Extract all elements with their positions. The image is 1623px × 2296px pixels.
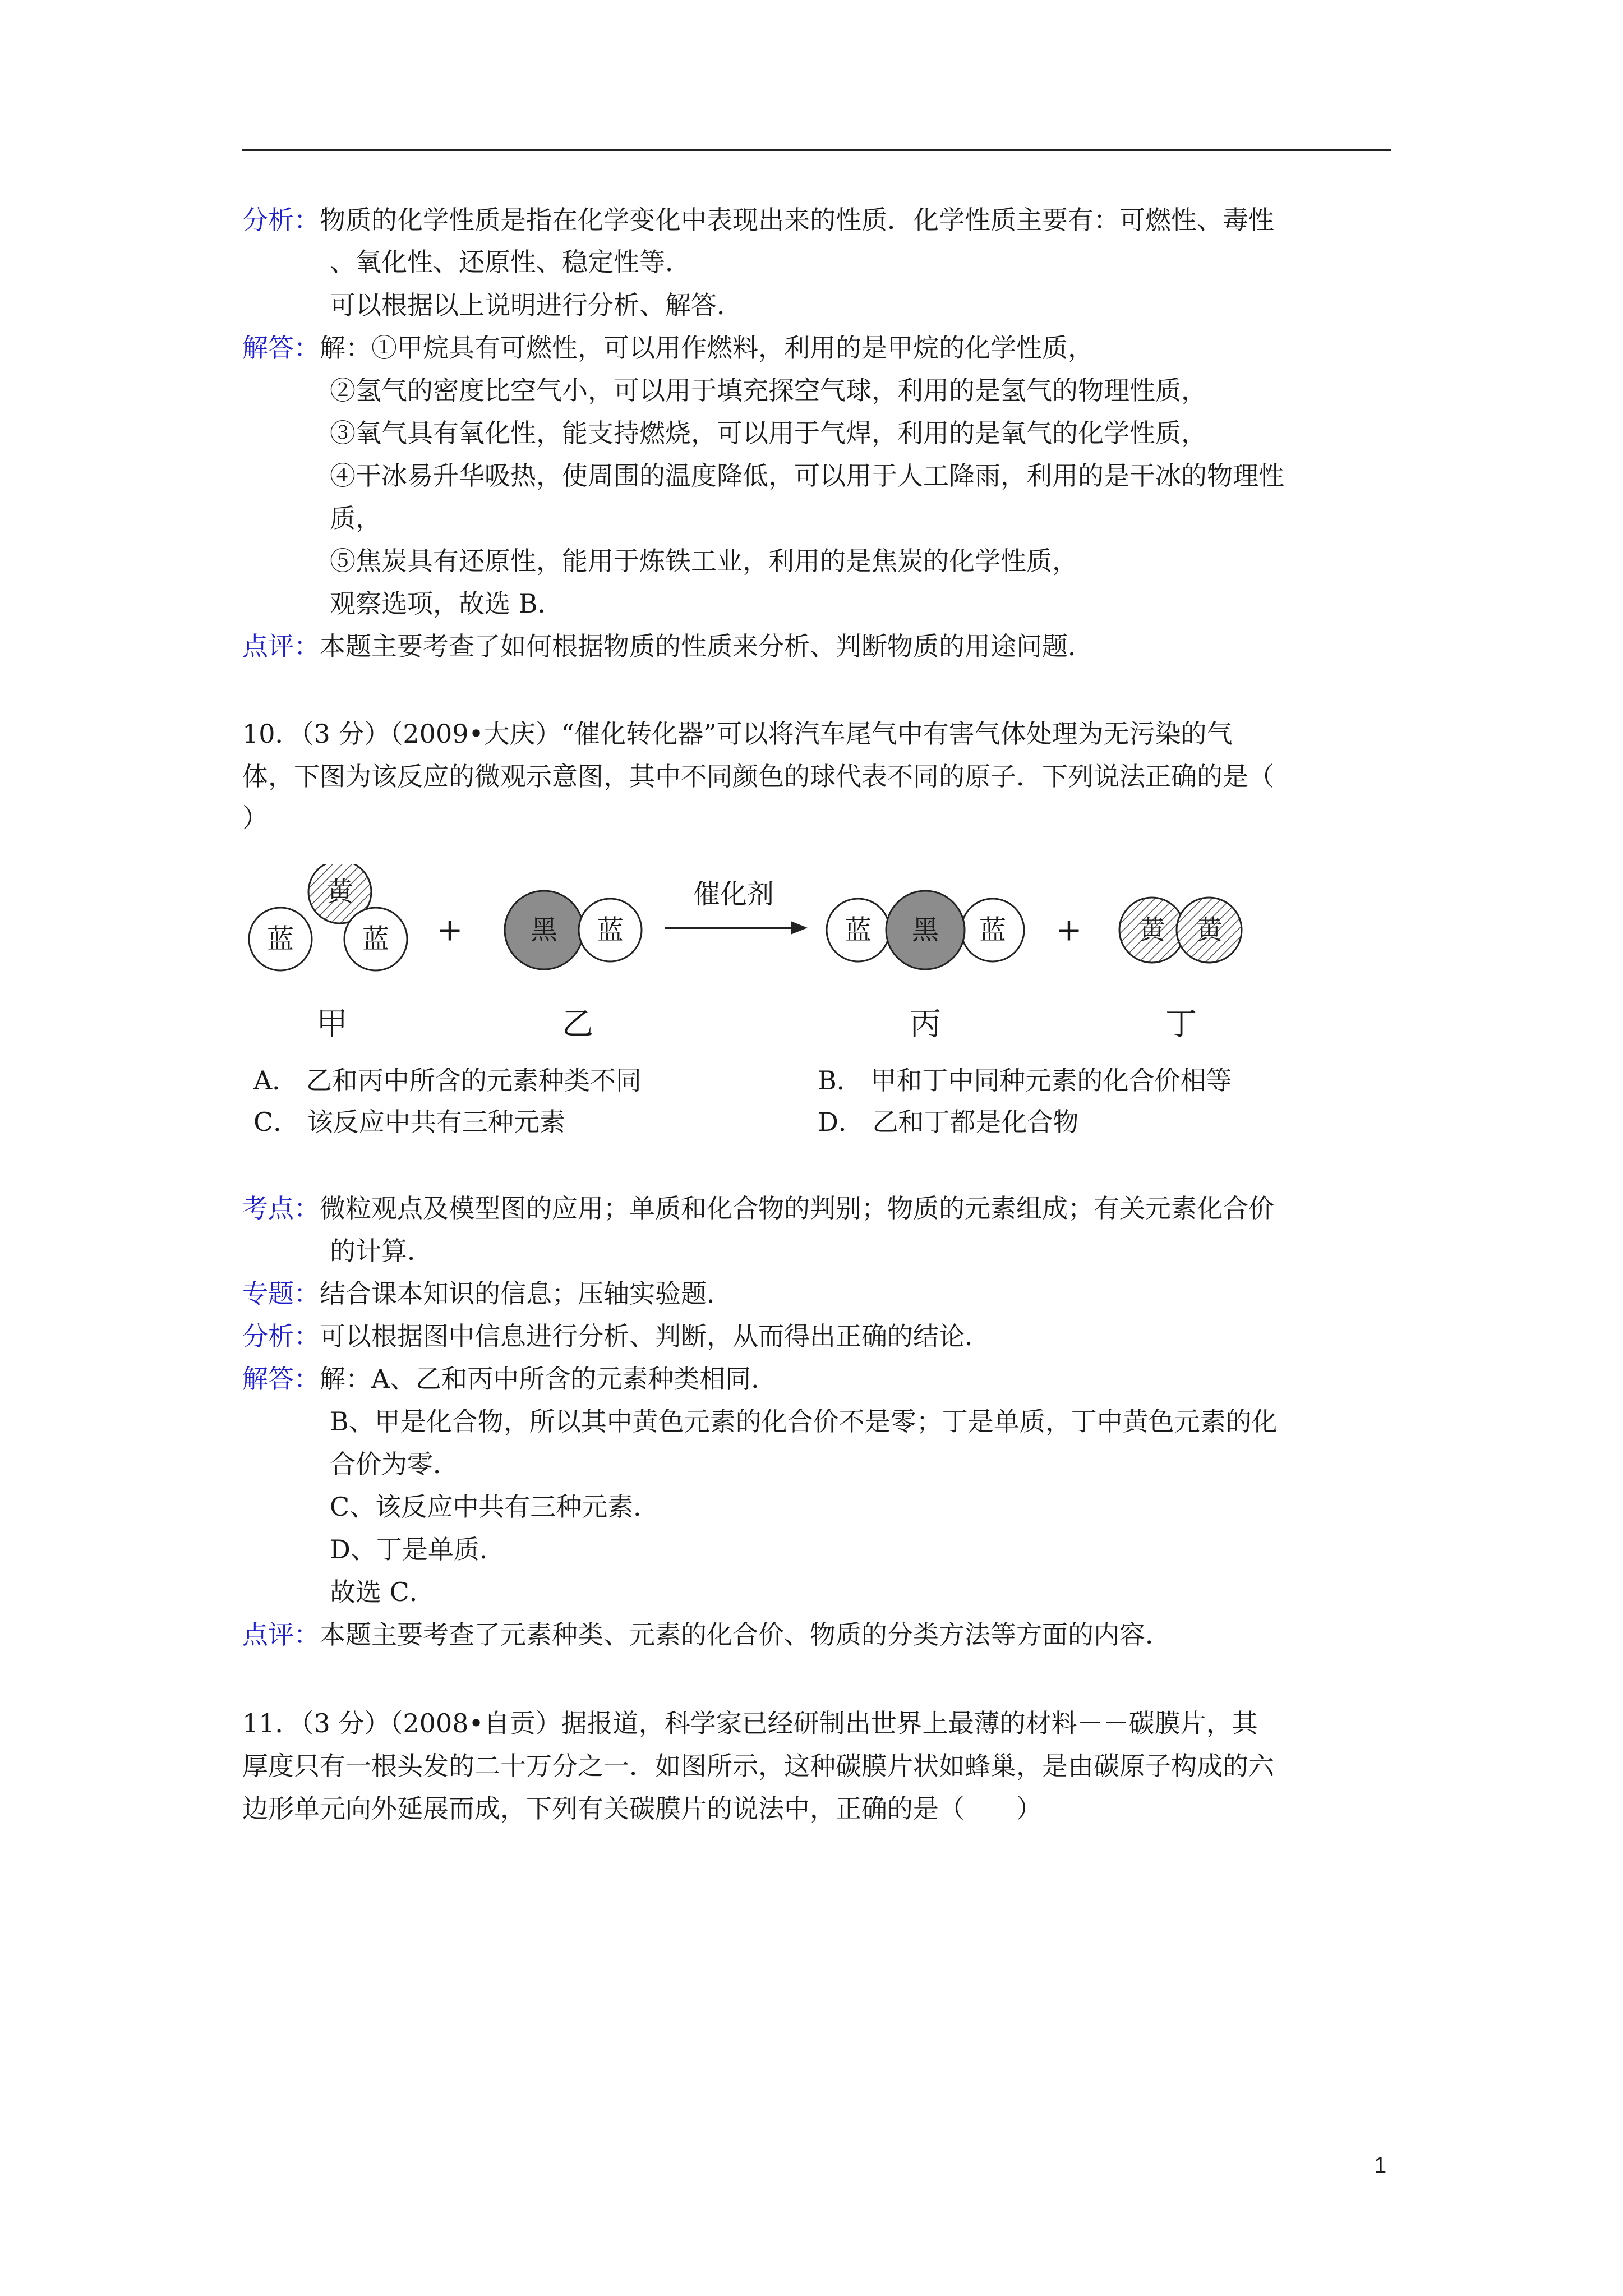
atom-label: 黄 (1195, 914, 1223, 946)
atom-label: 蓝 (266, 923, 294, 955)
q10-answer-line-2: B、甲是化合物，所以其中黄色元素的化合价不是零；丁是单质，丁中黄色元素的化 (330, 1406, 1278, 1437)
q10-kaodian-line-2: 的计算． (330, 1236, 433, 1266)
q10-answer-line-3: 合价为零． (330, 1449, 459, 1479)
q10-answer-line-4: C、该反应中共有三种元素． (330, 1492, 660, 1522)
reaction-micro-diagram (247, 864, 1279, 1055)
q9-answer-line-5: 质， (330, 503, 381, 533)
q11-stem-line-1: 11．（3 分）（2008•自贡）据报道，科学家已经研制出世界上最薄的材料－－碳膜片，其 (242, 1708, 1258, 1738)
molecule-yi (505, 891, 642, 969)
q11-stem-line-3: 边形单元向外延展而成，下列有关碳膜片的说法中，正确的是（ ） (242, 1793, 1042, 1824)
answer-label: 解答： (242, 333, 320, 363)
answer-label: 解答： (242, 1364, 320, 1394)
label-yi: 乙 (562, 1006, 593, 1043)
comment-label: 点评： (242, 1619, 320, 1650)
atom-label: 黑 (530, 914, 558, 946)
molecule-ding (1119, 898, 1242, 963)
option-d: D． 乙和丁都是化合物 (818, 1107, 1079, 1137)
q10-analysis-line: 分析：可以根据图中信息进行分析、判断，从而得出正确的结论． (242, 1321, 990, 1351)
page-number: 1 (1374, 2153, 1387, 2178)
analysis-label: 分析： (242, 1321, 320, 1351)
q10-stem-line-1: 10．（3 分）（2009•大庆）“催化转化器”可以将汽车尾气中有害气体处理为无污染的气 (242, 719, 1233, 749)
molecule-jia (249, 864, 407, 970)
atom-label: 蓝 (596, 914, 624, 946)
header-rule (242, 149, 1391, 151)
label-ding: 丁 (1165, 1006, 1197, 1043)
zhuanti-label: 专题： (242, 1278, 320, 1309)
q9-analysis-line-2: 、氧化性、还原性、稳定性等． (330, 247, 691, 277)
kaodian-label: 考点： (242, 1193, 320, 1223)
q9-comment-line: 点评：本题主要考查了如何根据物质的性质来分析、判断物质的用途问题． (242, 631, 1094, 661)
q10-answer-line-5: D、丁是单质． (330, 1534, 505, 1565)
q10-stem-line-2: 体，下图为该反应的微观示意图，其中不同颜色的球代表不同的原子．下列说法正确的是（ (242, 761, 1274, 792)
q10-zhuanti-line: 专题：结合课本知识的信息；压轴实验题． (242, 1278, 732, 1309)
q9-answer-line-7: 观察选项，故选 B． (330, 588, 564, 619)
molecule-bing (827, 891, 1024, 969)
option-b: B． 甲和丁中同种元素的化合价相等 (818, 1065, 1232, 1096)
atom-label: 黑 (911, 914, 939, 946)
atom-label: 蓝 (362, 923, 390, 955)
q11-stem-line-2: 厚度只有一根头发的二十万分之一．如图所示，这种碳膜片状如蜂巢，是由碳原子构成的六 (242, 1751, 1274, 1781)
label-bing: 丙 (910, 1006, 941, 1043)
q10-answer-line-6: 故选 C． (330, 1577, 435, 1607)
atom-label: 蓝 (844, 914, 872, 946)
q10-answer-line-1: 解答：解：A、乙和丙中所含的元素种类相同． (242, 1364, 777, 1394)
q10-kaodian-line-1: 考点：微粒观点及模型图的应用；单质和化合物的判别；物质的元素组成；有关元素化合价 (242, 1193, 1274, 1223)
q9-answer-line-2: ②氢气的密度比空气小，可以用于填充探空气球，利用的是氢气的物理性质， (330, 375, 1207, 406)
q9-answer-line-4: ④干冰易升华吸热，使周围的温度降低，可以用于人工降雨，利用的是干冰的物理性 (330, 461, 1284, 491)
q9-analysis-line-1: 分析：物质的化学性质是指在化学变化中表现出来的性质．化学性质主要有：可燃性、毒性 (242, 205, 1274, 235)
q9-answer-line-6: ⑤焦炭具有还原性，能用于炼铁工业，利用的是焦炭的化学性质， (330, 546, 1078, 576)
q9-answer-line-1: 解答：解：①甲烷具有可燃性，可以用作燃料，利用的是甲烷的化学性质， (242, 333, 1094, 363)
option-c: C． 该反应中共有三种元素 (253, 1107, 565, 1137)
atom-label: 蓝 (979, 914, 1007, 946)
arrow-head (791, 921, 808, 935)
q9-answer-line-3: ③氧气具有氧化性，能支持燃烧，可以用于气焊，利用的是氧气的化学性质， (330, 418, 1207, 448)
q10-comment-line: 点评：本题主要考查了元素种类、元素的化合价、物质的分类方法等方面的内容． (242, 1619, 1171, 1650)
atom-label: 黄 (1138, 914, 1166, 946)
plus-sign: + (1055, 912, 1082, 949)
analysis-label: 分析： (242, 205, 320, 235)
label-jia: 甲 (316, 1006, 348, 1043)
comment-label: 点评： (242, 631, 320, 661)
plus-sign: + (436, 912, 463, 949)
q9-analysis-line-3: 可以根据以上说明进行分析、解答． (330, 290, 743, 320)
catalyst-label: 催化剂 (693, 878, 774, 910)
atom-label: 黄 (326, 876, 354, 908)
option-a: A． 乙和丙中所含的元素种类不同 (253, 1065, 642, 1096)
q10-stem-line-3: ） (242, 803, 268, 833)
